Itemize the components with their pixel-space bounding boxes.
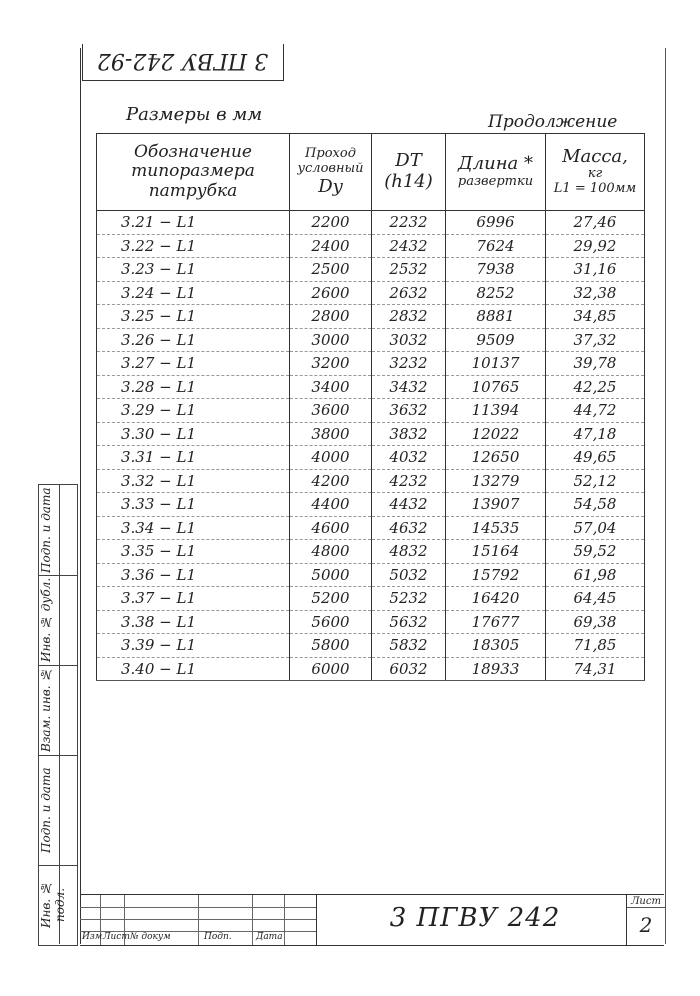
title-block [80, 894, 664, 946]
side-cell: Подп. и дата [39, 755, 77, 866]
label-change: Изм [82, 932, 103, 942]
sheet-box [626, 895, 665, 945]
table-header-row [97, 134, 645, 211]
table-row: 3.35 − L1 4800 4832 15164 59,52 [97, 540, 645, 564]
side-stamp [38, 484, 78, 946]
side-cell: Подп. и дата [39, 485, 77, 576]
units-note: Размеры в мм [126, 104, 263, 125]
label-date: Дата [256, 932, 283, 942]
document-title: 3 ПГВУ 242 [389, 903, 561, 933]
header-mass: Масса, кг L1 = 100мм [546, 134, 645, 211]
sheet-number: 2 [639, 913, 653, 937]
table-row: 3.23 − L1 2500 2532 7938 31,16 [97, 258, 645, 282]
table-row: 3.27 − L1 3200 3232 10137 39,78 [97, 352, 645, 376]
table-row: 3.36 − L1 5000 5032 15792 61,98 [97, 563, 645, 587]
table-row: 3.24 − L1 2600 2632 8252 32,38 [97, 281, 645, 305]
table-row: 3.40 − L1 6000 6032 18933 74,31 [97, 657, 645, 681]
header-length: Длина * развертки [446, 134, 546, 211]
table-row: 3.33 − L1 4400 4432 13907 54,58 [97, 493, 645, 517]
sheet-label: Лист [627, 896, 665, 908]
table-row: 3.22 − L1 2400 2432 7624 29,92 [97, 234, 645, 258]
header-designation: Обозначение типоразмера патрубка [97, 134, 290, 211]
table-row: 3.39 − L1 5800 5832 18305 71,85 [97, 634, 645, 658]
label-signature: Подп. [204, 932, 232, 942]
table-row: 3.31 − L1 4000 4032 12650 49,65 [97, 446, 645, 470]
table-row: 3.38 − L1 5600 5632 17677 69,38 [97, 610, 645, 634]
label-sheet: Лист [103, 932, 130, 942]
table-row: 3.21 − L1 2200 2232 6996 27,46 [97, 211, 645, 235]
rotated-document-code: 3 ПГВУ 242-92 [96, 48, 269, 73]
table-row: 3.25 − L1 2800 2832 8881 34,85 [97, 305, 645, 329]
side-cell: Взам. инв. № [39, 665, 77, 756]
table-row: 3.37 − L1 5200 5232 16420 64,45 [97, 587, 645, 611]
dimensions-table [96, 133, 645, 681]
table-row: 3.32 − L1 4200 4232 13279 52,12 [97, 469, 645, 493]
table-row: 3.29 − L1 3600 3632 11394 44,72 [97, 399, 645, 423]
table-row: 3.34 − L1 4600 4632 14535 57,04 [97, 516, 645, 540]
table-row: 3.28 − L1 3400 3432 10765 42,25 [97, 375, 645, 399]
side-cell: Инв. № дубл. [39, 575, 77, 666]
table-row: 3.26 − L1 3000 3032 9509 37,32 [97, 328, 645, 352]
table-row: 3.30 − L1 3800 3832 12022 47,18 [97, 422, 645, 446]
header-passage: Проход условный Dy [290, 134, 372, 211]
title-block-grid [80, 895, 317, 945]
continuation-note: Продолжение [488, 112, 618, 132]
side-cell: Инв. № подл. [39, 865, 77, 944]
header-dt: DT (h14) [372, 134, 446, 211]
label-doc-number: № докум [130, 932, 171, 942]
